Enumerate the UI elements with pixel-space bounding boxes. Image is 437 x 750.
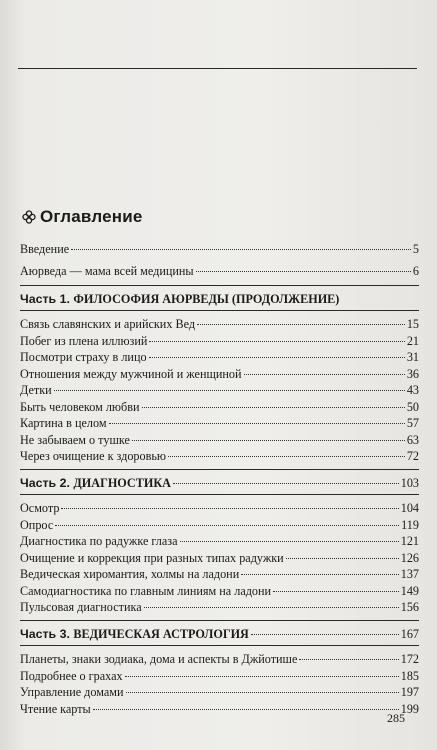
dot-leader <box>126 692 399 693</box>
entry-title: Не забываем о тушке <box>20 432 130 447</box>
toc-entry <box>20 434 419 447</box>
entry-page: 137 <box>400 567 419 581</box>
dot-leader <box>273 591 399 592</box>
entry-page: 126 <box>400 550 419 565</box>
entry-title: Управление домами <box>20 685 124 699</box>
entry-page: 31 <box>406 350 419 364</box>
entry-title: Ведическая хиромантия, холмы на ладони <box>20 567 240 581</box>
entry-page: 15 <box>406 317 419 331</box>
dot-leader <box>132 440 405 441</box>
toc-entry <box>20 335 419 348</box>
part-label: Часть 1. <box>20 292 74 306</box>
entry-title: Детки <box>20 383 52 397</box>
dot-leader <box>180 541 399 542</box>
entry-page: 197 <box>400 685 419 699</box>
toc-entry <box>20 417 419 430</box>
toc-title: Оглавление <box>40 207 143 226</box>
toc-entry <box>20 265 419 278</box>
dot-leader <box>244 374 405 375</box>
section-rule <box>20 285 419 286</box>
entry-page: 185 <box>400 668 419 683</box>
dot-leader <box>144 607 399 608</box>
toc-entry <box>20 703 419 716</box>
toc-entry <box>20 384 419 397</box>
dot-leader <box>149 357 405 358</box>
entry-title: Самодиагностика по главным линиям на ладони <box>20 583 272 598</box>
part-heading <box>20 476 419 490</box>
part-name: ДИАГНОСТИКА <box>73 476 171 490</box>
entry-page: 36 <box>406 366 419 381</box>
dot-leader <box>149 341 404 342</box>
section-rule <box>20 620 419 621</box>
entry-title: Введение <box>20 242 70 256</box>
entry-page: 21 <box>406 333 419 348</box>
entry-title: Быть человеком любви <box>20 399 140 414</box>
entry-title: Диагностика по радужке глаза <box>20 534 178 548</box>
toc-entry <box>20 568 419 581</box>
dot-leader <box>197 324 405 325</box>
dot-leader <box>168 456 405 457</box>
part-title <box>20 627 249 641</box>
entry-page: 50 <box>406 399 419 414</box>
dot-leader <box>173 483 399 484</box>
entry-title: Связь славянских и арийских Вед <box>20 317 196 331</box>
dot-leader <box>125 676 399 677</box>
toc-entry <box>20 450 419 463</box>
entry-page: 104 <box>400 501 419 515</box>
entry-page: 43 <box>406 383 419 397</box>
entry-page: 72 <box>406 449 419 463</box>
toc-entry <box>20 318 419 331</box>
part-page: 167 <box>400 627 419 641</box>
dot-leader <box>142 407 405 408</box>
header-rule <box>18 68 417 69</box>
part-page: 103 <box>400 476 419 490</box>
toc-entry <box>20 670 419 683</box>
section-rule <box>20 469 419 470</box>
entry-title: Пульсовая диагностика <box>20 600 142 614</box>
entry-page: 149 <box>400 583 419 598</box>
entry-title: Чтение карты <box>20 701 91 716</box>
toc-header <box>22 207 143 227</box>
dot-leader <box>54 390 405 391</box>
dot-leader <box>251 634 399 635</box>
part-name: ФИЛОСОФИЯ АЮРВЕДЫ (ПРОДОЛЖЕНИЕ) <box>73 292 340 306</box>
entry-title: Очищение и коррекция при разных типах радужки <box>20 550 284 565</box>
entry-title: Посмотри страху в лицо <box>20 350 147 364</box>
page-number: 285 <box>387 711 405 725</box>
entry-page: 5 <box>412 242 419 256</box>
dot-leader <box>196 271 411 272</box>
part-title <box>20 476 171 490</box>
toc-entry <box>20 653 419 666</box>
entry-title: Аюрведа — мама всей медицины <box>20 264 194 278</box>
section-rule <box>20 310 419 311</box>
toc-entry <box>20 585 419 598</box>
entry-page: 63 <box>406 432 419 447</box>
flower-ornament-icon <box>22 210 36 224</box>
part-title <box>20 292 339 306</box>
dot-leader <box>109 423 405 424</box>
dot-leader <box>55 525 399 526</box>
dot-leader <box>286 558 399 559</box>
toc-entry <box>20 686 419 699</box>
entry-page: 156 <box>400 600 419 614</box>
part-label: Часть 2. <box>20 476 74 490</box>
entry-title: Подробнее о грахах <box>20 668 123 683</box>
entry-page: 172 <box>400 652 419 666</box>
toc-entry <box>20 368 419 381</box>
toc-entry <box>20 552 419 565</box>
toc-entry <box>20 401 419 414</box>
section-rule <box>20 645 419 646</box>
section-rule <box>20 494 419 495</box>
entry-title: Опрос <box>20 517 54 532</box>
toc-entry <box>20 601 419 614</box>
dot-leader <box>299 659 398 660</box>
entry-page: 121 <box>400 534 419 548</box>
entry-title: Картина в целом <box>20 416 107 430</box>
entry-title: Осмотр <box>20 501 60 515</box>
dot-leader <box>241 574 398 575</box>
part-label: Часть 3. <box>20 627 74 641</box>
toc-entry <box>20 535 419 548</box>
entry-page: 57 <box>406 416 419 430</box>
dot-leader <box>93 709 399 710</box>
dot-leader <box>71 249 411 250</box>
entry-page: 199 <box>400 701 419 716</box>
part-heading <box>20 292 419 306</box>
toc-entry <box>20 519 419 532</box>
part-name: ВЕДИЧЕСКАЯ АСТРОЛОГИЯ <box>73 627 249 641</box>
dot-leader <box>61 508 398 509</box>
part-heading <box>20 627 419 641</box>
toc-entry <box>20 351 419 364</box>
entry-page: 119 <box>401 517 419 532</box>
entry-page: 6 <box>412 264 419 278</box>
toc-entry <box>20 243 419 256</box>
entry-title: Через очищение к здоровью <box>20 449 167 463</box>
entry-title: Побег из плена иллюзий <box>20 333 148 348</box>
entry-title: Отношения между мужчиной и женщиной <box>20 366 242 381</box>
table-of-contents <box>20 243 419 722</box>
entry-title: Планеты, знаки зодиака, дома и аспекты в Джйотише <box>20 652 298 666</box>
toc-entry <box>20 502 419 515</box>
